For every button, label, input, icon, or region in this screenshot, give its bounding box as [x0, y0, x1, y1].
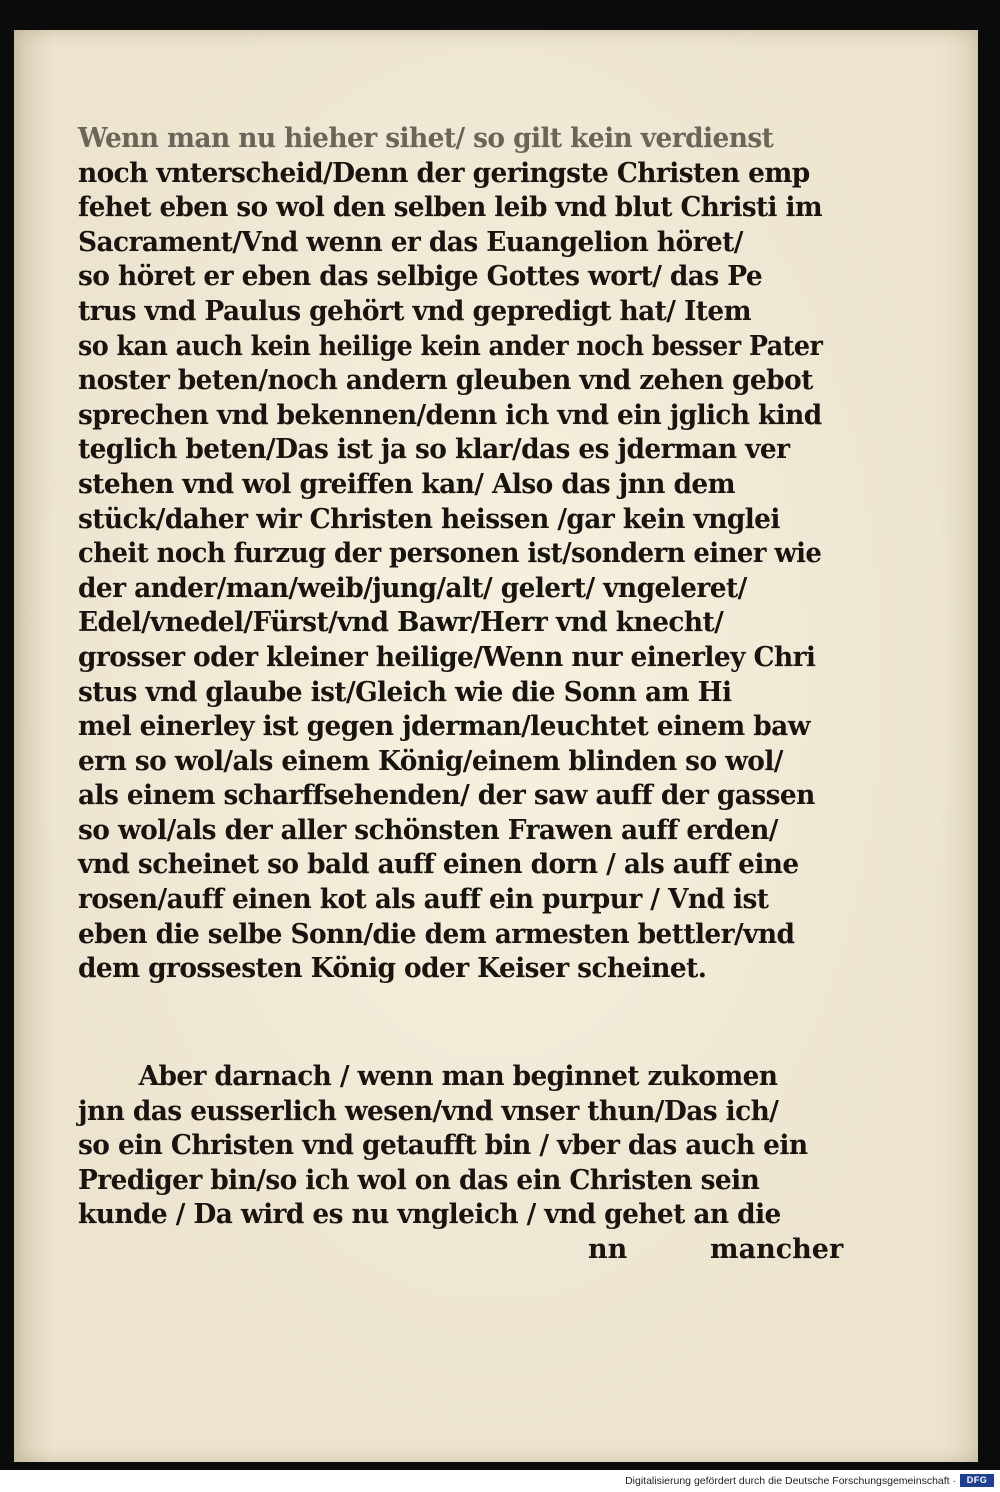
text-line: sprechen vnd bekennen/denn ich vnd ein jglich kind — [78, 399, 822, 431]
text-line: so höret er eben das selbige Gottes wort/ das Pe — [78, 261, 763, 293]
paragraph-1 — [78, 122, 838, 987]
dfg-logo: DFG — [960, 1474, 994, 1487]
page-foot-row — [78, 1233, 844, 1268]
text-line: Aber darnach / wenn man beginnet zukomen — [138, 1061, 778, 1092]
catchword: mancher — [710, 1233, 844, 1265]
text-line: als einem scharffsehenden/ der saw auff der gassen — [78, 780, 815, 812]
text-line: Wenn man nu hieher sihet/ so gilt kein verdienst — [78, 123, 774, 154]
funding-credit: Digitalisierung gefördert durch die Deutsche Forschungsgemeinschaft · — [625, 1475, 956, 1487]
text-line: eben die selbe Sonn/die dem armesten bettler/vnd — [78, 918, 795, 950]
text-line: stus vnd glaube ist/Gleich wie die Sonn am Hi — [78, 676, 732, 708]
signature-mark: nn — [588, 1233, 628, 1265]
text-line: cheit noch furzug der personen ist/sondern einer wie — [78, 538, 822, 570]
text-line: vnd scheinet so bald auff einen dorn / als auff eine — [78, 849, 799, 881]
text-line: noster beten/noch andern gleuben vnd zehen gebot — [78, 365, 813, 397]
text-line: jnn das eusserlich wesen/vnd vnser thun/Das ich/ — [78, 1095, 779, 1127]
text-line: teglich beten/Das ist ja so klar/das es jderman ver — [78, 434, 790, 466]
text-line: so kan auch kein heilige kein ander noch besser Pater — [78, 330, 823, 362]
text-line: dem grossesten König oder Keiser scheinet. — [78, 953, 707, 985]
text-line: fehet eben so wol den selben leib vnd blut Christi im — [78, 192, 823, 224]
text-line: mel einerley ist gegen jderman/leuchtet einem baw — [78, 711, 810, 743]
text-line: der ander/man/weib/jung/alt/ gelert/ vngeleret/ — [78, 572, 747, 604]
text-line: noch vnterscheid/Denn der geringste Christen emp — [78, 157, 810, 189]
text-line: Sacrament/Vnd wenn er das Euangelion höret/ — [78, 226, 743, 258]
text-line: trus vnd Paulus gehört vnd gepredigt hat/ Item — [78, 295, 752, 327]
text-line: ern so wol/als einem König/einem blinden so wol/ — [78, 745, 783, 777]
text-line: kunde / Da wird es nu vngleich / vnd gehet an die — [78, 1199, 781, 1231]
text-line: rosen/auff einen kot als auff ein purpur / Vnd ist — [78, 884, 769, 916]
text-line: so wol/als der aller schönsten Frawen auff erden/ — [78, 814, 778, 846]
text-line: Prediger bin/so ich wol on das ein Christen sein — [78, 1164, 760, 1196]
text-line: Edel/vnedel/Fürst/vnd Bawr/Herr vnd knecht/ — [78, 607, 724, 639]
text-line: grosser oder kleiner heilige/Wenn nur einerley Chri — [78, 641, 816, 673]
text-line: stück/daher wir Christen heissen /gar kein vnglei — [78, 503, 780, 535]
paragraph-2 — [78, 1060, 844, 1268]
text-line: stehen vnd wol greiffen kan/ Also das jnn dem — [78, 468, 736, 500]
footer-bar — [0, 1470, 1000, 1492]
book-page — [14, 30, 978, 1462]
text-line: so ein Christen vnd getaufft bin / vber das auch ein — [78, 1130, 808, 1162]
